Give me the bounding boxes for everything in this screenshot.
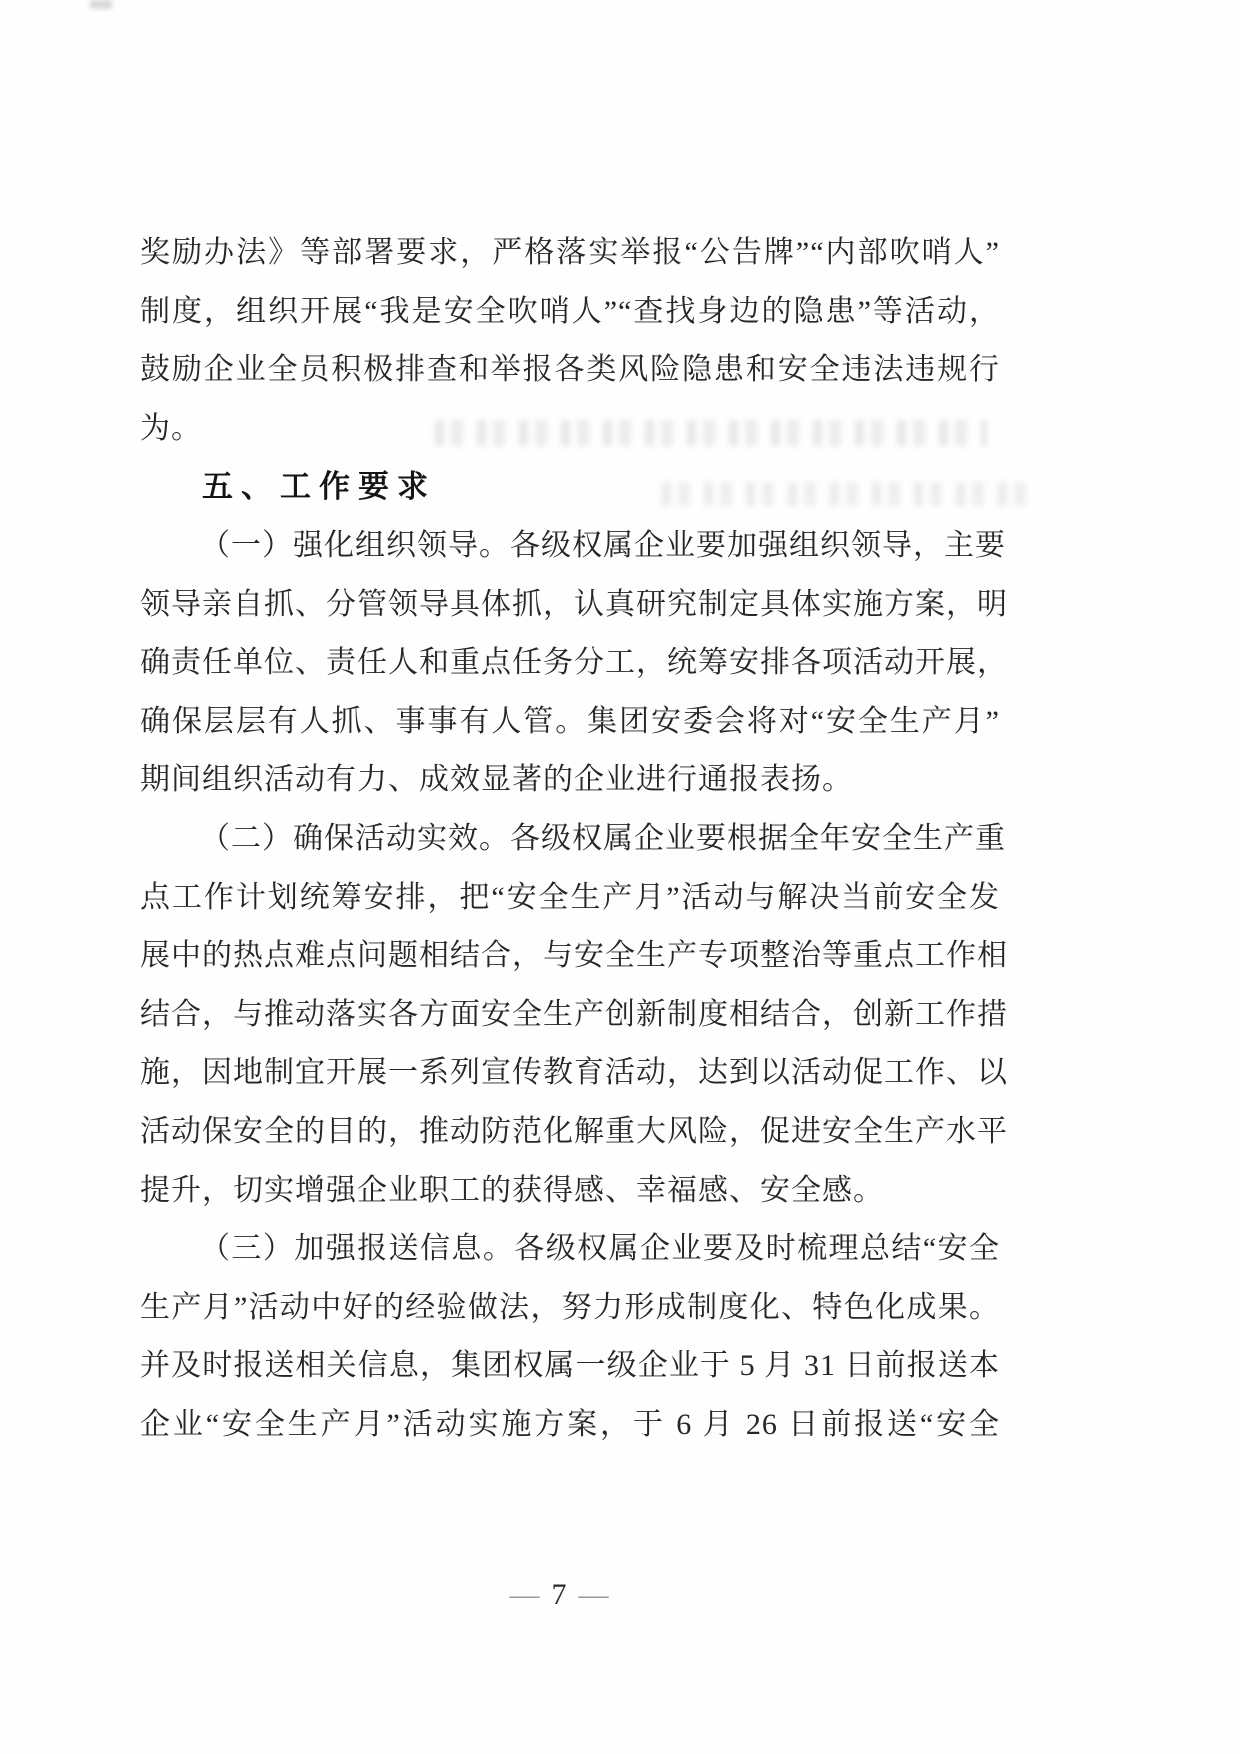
body-line: 点工作计划统筹安排，把“安全生产月”活动与解决当前安全发 <box>140 880 1000 914</box>
section-heading: 五、工作要求 <box>202 469 436 505</box>
page-number-value: 7 <box>551 1578 569 1611</box>
body-line: 活动保安全的目的，推动防范化解重大风险，促进安全生产水平 <box>140 1114 1008 1148</box>
body-line: 结合，与推动落实各方面安全生产创新制度相结合，创新工作措 <box>140 997 1008 1031</box>
body-line: 制度，组织开展“我是安全吹哨人”“查找身边的隐患”等活动， <box>140 294 1000 328</box>
body-line: 为。 <box>140 411 202 445</box>
body-line: 确责任单位、责任人和重点任务分工，统筹安排各项活动开展， <box>140 646 1008 680</box>
body-line: 并及时报送相关信息，集团权属一级企业于 5 月 31 日前报送本 <box>140 1349 1000 1383</box>
body-line: 期间组织活动有力、成效显著的企业进行通报表扬。 <box>140 763 853 797</box>
body-line: 展中的热点难点问题相结合，与安全生产专项整治等重点工作相 <box>140 939 1008 973</box>
body-line: 企业“安全生产月”活动实施方案，于 6 月 26 日前报送“安全 <box>140 1407 1000 1441</box>
body-line: 生产月”活动中好的经验做法，努力形成制度化、特色化成果。 <box>140 1290 1000 1324</box>
page-number-dash: — <box>578 1578 611 1611</box>
body-line: 领导亲自抓、分管领导具体抓，认真研究制定具体实施方案，明 <box>140 587 1008 621</box>
page-number <box>450 1578 670 1612</box>
scan-smudge-artifact <box>90 0 112 9</box>
paragraph-start-line: （二）确保活动实效。各级权属企业要根据全年安全生产重 <box>200 821 1006 855</box>
body-line: 奖励办法》等部署要求，严格落实举报“公告牌”“内部吹哨人” <box>140 236 1000 269</box>
body-line: 提升，切实增强企业职工的获得感、幸福感、安全感。 <box>140 1173 884 1207</box>
paragraph-start-line: （三）加强报送信息。各级权属企业要及时梳理总结“安全 <box>200 1232 1000 1266</box>
page-number-dash: — <box>509 1578 542 1611</box>
body-line: 确保层层有人抓、事事有人管。集团安委会将对“安全生产月” <box>140 704 1000 738</box>
document-body <box>140 224 1008 1454</box>
body-line: 施，因地制宜开展一系列宣传教育活动，达到以活动促工作、以 <box>140 1056 1008 1090</box>
body-line: 鼓励企业全员积极排查和举报各类风险隐患和安全违法违规行 <box>140 353 1000 387</box>
paragraph-start-line: （一）强化组织领导。各级权属企业要加强组织领导，主要 <box>200 528 1006 562</box>
